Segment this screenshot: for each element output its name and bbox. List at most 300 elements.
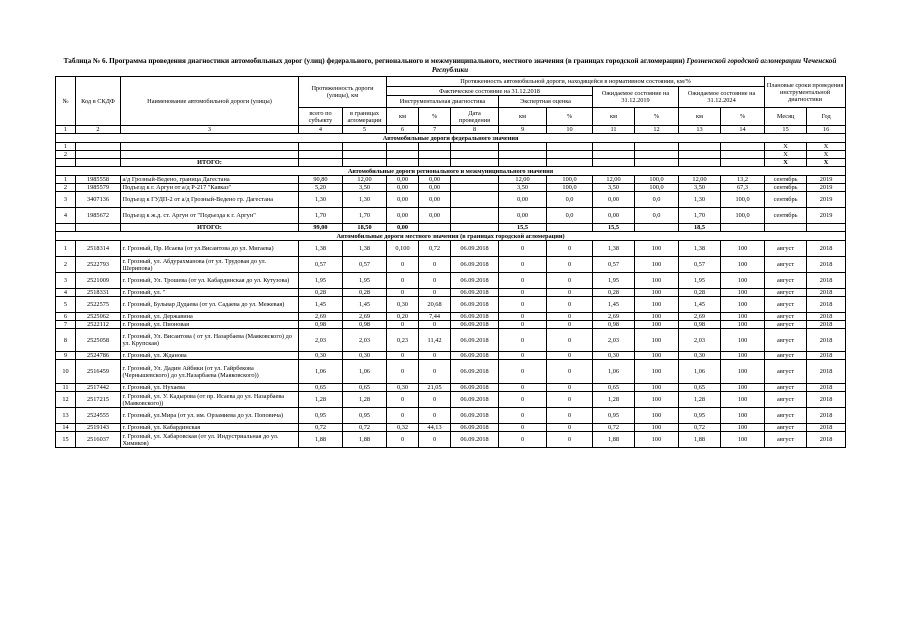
table-cell: 0 (499, 384, 547, 392)
table-cell: 3,50 (679, 184, 721, 192)
table-cell (451, 184, 499, 192)
table-row (56, 329, 846, 352)
table-cell: 4 (56, 208, 76, 224)
table-cell: 10 (56, 360, 76, 384)
table-cell: 4 (56, 289, 76, 297)
section-federal (56, 134, 846, 143)
table-cell: 06.09.2018 (451, 408, 499, 424)
table-cell (387, 143, 419, 151)
header-expert: Экспертная оценка (499, 96, 593, 108)
table-cell: 0 (499, 329, 547, 352)
table-body (56, 134, 846, 448)
table-cell: 0,30 (343, 352, 387, 360)
table-cell: 1,95 (593, 273, 635, 289)
table-cell (56, 159, 76, 167)
table-row (56, 273, 846, 289)
table-cell: 0 (547, 392, 593, 408)
table-cell: 100 (635, 273, 679, 289)
table-cell: 0 (547, 321, 593, 329)
table-row (56, 360, 846, 384)
table-cell: 5 (56, 297, 76, 313)
table-cell: 12,00 (593, 176, 635, 184)
table-cell: 2 (56, 184, 76, 192)
table-cell: 0 (499, 297, 547, 313)
table-cell: 100 (635, 257, 679, 273)
header-normative: Протяженность автомобильной дороги, находящейся в нормативном состоянии, км/% (387, 77, 765, 87)
table-cell (387, 151, 419, 159)
table-cell: 2018 (807, 289, 846, 297)
table-cell: 0,00 (419, 208, 451, 224)
header-fact: Фактическое состояние на 31.12.2018 (387, 87, 593, 96)
table-cell: 100 (721, 241, 765, 257)
table-cell: 20,68 (419, 297, 451, 313)
table-cell: 3 (56, 273, 76, 289)
table-cell: 0 (419, 257, 451, 273)
table-row (56, 432, 846, 448)
table-cell: 100 (721, 297, 765, 313)
section-local (56, 232, 846, 241)
table-cell: 7,44 (419, 313, 451, 321)
table-cell: 2018 (807, 321, 846, 329)
table-cell: август (765, 297, 807, 313)
table-cell: 2018 (807, 297, 846, 313)
table-cell: г. Грозный, ул. Хабаровская (от ул. Индустриальная до ул. Химиков) (121, 432, 299, 448)
table-cell: август (765, 384, 807, 392)
table-cell: 0,28 (343, 289, 387, 297)
table-cell: 100 (635, 432, 679, 448)
table-cell: 1,30 (299, 192, 343, 208)
table-cell: 18,50 (343, 224, 387, 232)
table-cell: 2019 (807, 208, 846, 224)
table-cell: 15,5 (593, 224, 635, 232)
table-cell: август (765, 408, 807, 424)
table-cell: г. Грозный, ул. Жданова (121, 352, 299, 360)
table-cell: 2516459 (76, 360, 121, 384)
table-cell: 0 (419, 392, 451, 408)
table-cell (547, 224, 593, 232)
table-cell: август (765, 360, 807, 384)
header-year: Год (807, 108, 846, 126)
column-number-row (56, 126, 846, 134)
column-number: 1 (56, 126, 76, 134)
table-cell: 0 (387, 392, 419, 408)
table-cell: 0,65 (593, 384, 635, 392)
table-cell: Х (765, 143, 807, 151)
table-cell: 7 (56, 321, 76, 329)
table-cell (76, 224, 121, 232)
table-cell: 2 (56, 257, 76, 273)
table-row (56, 151, 846, 159)
table-cell (451, 159, 499, 167)
table-cell: 100 (635, 321, 679, 329)
table-cell (76, 151, 121, 159)
table-cell: 1,45 (343, 297, 387, 313)
column-number: 7 (419, 126, 451, 134)
table-cell (679, 143, 721, 151)
table-cell: 0 (499, 313, 547, 321)
table-cell: 1,38 (679, 241, 721, 257)
table-cell: 15,5 (499, 224, 547, 232)
header-km: км (499, 108, 547, 126)
table-cell: 2018 (807, 360, 846, 384)
column-number: 14 (721, 126, 765, 134)
table-cell: 0,98 (343, 321, 387, 329)
table-cell: 1,38 (299, 241, 343, 257)
table-cell: август (765, 257, 807, 273)
table-row (56, 241, 846, 257)
table-cell: 06.09.2018 (451, 360, 499, 384)
table-cell (635, 143, 679, 151)
table-cell: 100 (721, 408, 765, 424)
table-cell: 0 (547, 352, 593, 360)
table-cell: 1,88 (593, 432, 635, 448)
table-cell: 2519143 (76, 424, 121, 432)
table-cell: 67,3 (721, 184, 765, 192)
table-cell: 2019 (807, 184, 846, 192)
table-cell (419, 151, 451, 159)
header-total-subject: всего по субъекту (299, 108, 343, 126)
table-cell: 06.09.2018 (451, 289, 499, 297)
table-cell: 100 (721, 329, 765, 352)
table-cell (547, 159, 593, 167)
table-cell (499, 159, 547, 167)
header-km: км (593, 108, 635, 126)
table-cell: 1985579 (76, 184, 121, 192)
table-cell: сентябрь (765, 176, 807, 184)
column-number: 4 (299, 126, 343, 134)
table-cell (679, 151, 721, 159)
table-cell: Подъезд к ГУДП-2 от а/д Грозный-Ведено гр. Дагестана (121, 192, 299, 208)
table-cell: 2018 (807, 408, 846, 424)
column-number: 11 (593, 126, 635, 134)
table-cell: 0,100 (387, 241, 419, 257)
table-cell: 9 (56, 352, 76, 360)
table-cell: г. Грозный, ул. Пионовая (121, 321, 299, 329)
column-number: 9 (499, 126, 547, 134)
table-cell (721, 159, 765, 167)
table-cell: Х (765, 159, 807, 167)
table-cell: 1,38 (343, 241, 387, 257)
table-cell: август (765, 241, 807, 257)
header-expected-2019: Ожидаемое состояние на 31.12.2019 (593, 87, 679, 108)
table-cell (451, 176, 499, 184)
table-cell: 0,57 (343, 257, 387, 273)
table-cell (547, 143, 593, 151)
table-row (56, 408, 846, 424)
table-cell: 18,5 (679, 224, 721, 232)
header-pct: % (419, 108, 451, 126)
section-title: Автомобильные дороги федерального значения (56, 134, 846, 143)
table-cell: 0 (387, 360, 419, 384)
table-cell: 99,00 (299, 224, 343, 232)
column-number: 8 (451, 126, 499, 134)
table-cell (499, 143, 547, 151)
table-cell (635, 159, 679, 167)
table-cell: 100,0 (721, 208, 765, 224)
table-cell: 2517442 (76, 384, 121, 392)
table-cell (593, 143, 635, 151)
table-cell: 0 (499, 289, 547, 297)
table-cell: 100 (721, 384, 765, 392)
table-cell: Х (807, 159, 846, 167)
table-cell: 0,57 (299, 257, 343, 273)
table-cell: 0,28 (679, 289, 721, 297)
table-cell: 100 (635, 424, 679, 432)
table-cell: август (765, 424, 807, 432)
table-cell: 100 (721, 273, 765, 289)
table-cell: 0,00 (387, 184, 419, 192)
table-cell: 2516037 (76, 432, 121, 448)
table-cell: 1,70 (679, 208, 721, 224)
table-cell: 1,45 (593, 297, 635, 313)
table-cell: 2521009 (76, 273, 121, 289)
table-cell: 0,00 (387, 176, 419, 184)
table-cell: 0 (547, 257, 593, 273)
table-cell: 0,57 (593, 257, 635, 273)
table-cell: 3 (56, 192, 76, 208)
diagnostics-table (55, 76, 846, 448)
table-cell: 100 (635, 384, 679, 392)
table-cell: 0,00 (419, 184, 451, 192)
header-length: Протяженность дороги (улицы), км (299, 77, 387, 108)
table-cell: а/д Грозный-Ведено, граница Дагестана (121, 176, 299, 184)
table-cell (56, 224, 76, 232)
table-cell: г. Грозный, Пр. Исаева (от ул.Висаитова до ул. Мигаева) (121, 241, 299, 257)
column-number: 6 (387, 126, 419, 134)
table-row (56, 192, 846, 208)
table-cell (721, 224, 765, 232)
header-km: км (679, 108, 721, 126)
column-number: 10 (547, 126, 593, 134)
table-cell (593, 151, 635, 159)
table-cell: 0 (499, 360, 547, 384)
table-cell: август (765, 321, 807, 329)
table-cell (419, 224, 451, 232)
table-cell: 06.09.2018 (451, 384, 499, 392)
table-cell: 2,03 (679, 329, 721, 352)
table-cell (451, 151, 499, 159)
table-cell: г. Грозный, Бульвар Дудаева (от ул. Садаева до ул. Межевая) (121, 297, 299, 313)
table-cell: 12,00 (679, 176, 721, 184)
table-cell: 06.09.2018 (451, 352, 499, 360)
table-cell: 21,05 (419, 384, 451, 392)
table-cell: 2,69 (343, 313, 387, 321)
table-cell: 0 (547, 297, 593, 313)
table-cell: август (765, 289, 807, 297)
table-cell: 06.09.2018 (451, 432, 499, 448)
table-row (56, 176, 846, 184)
caption-text: Таблица № 6. Программа проведения диагностики автомобильных дорог (улиц) федерального, регионального и межмуниципального, местного значения (в границах городской агломерации) (63, 57, 685, 65)
table-cell: 06.09.2018 (451, 329, 499, 352)
table-cell: 1,06 (679, 360, 721, 384)
table-cell: 2522793 (76, 257, 121, 273)
table-cell: 1,45 (679, 297, 721, 313)
table-cell: 0,57 (679, 257, 721, 273)
table-cell: 1985558 (76, 176, 121, 184)
header-in-agglo: в границах агломерации (343, 108, 387, 126)
table-cell: 100 (635, 329, 679, 352)
table-cell: 2018 (807, 392, 846, 408)
table-cell: 0 (419, 432, 451, 448)
table-cell (765, 224, 807, 232)
table-cell: 0,95 (679, 408, 721, 424)
table-cell: 0,95 (593, 408, 635, 424)
table-cell: 12,00 (499, 176, 547, 184)
table-cell: 12 (56, 392, 76, 408)
table-cell: г. Грозный, Ул. Дадин Айбики (от ул. Гайрбекова (Чернышевского) до ул.Назарбаева (Маяковского)) (121, 360, 299, 384)
header-no: № (56, 77, 76, 126)
table-cell: 0 (547, 313, 593, 321)
table-cell: 0,65 (343, 384, 387, 392)
table-cell: 1,88 (299, 432, 343, 448)
table-cell: 15 (56, 432, 76, 448)
table-cell: 0,72 (343, 424, 387, 432)
table-cell: 2517215 (76, 392, 121, 408)
table-cell: 0,72 (299, 424, 343, 432)
table-cell: 1 (56, 143, 76, 151)
column-number: 5 (343, 126, 387, 134)
table-cell (807, 224, 846, 232)
table-cell: 0,00 (419, 192, 451, 208)
table-cell: 0,00 (499, 192, 547, 208)
table-cell (343, 143, 387, 151)
table-cell: 0 (419, 352, 451, 360)
total-row (56, 159, 846, 167)
table-cell: 100 (635, 408, 679, 424)
table-cell (419, 143, 451, 151)
table-cell: Подъезд к г. Аргун от а/д Р-217 "Кавказ" (121, 184, 299, 192)
table-cell: 0,98 (299, 321, 343, 329)
table-row (56, 313, 846, 321)
table-cell: 0 (387, 289, 419, 297)
table-cell: 0,30 (593, 352, 635, 360)
table-cell: 100 (721, 360, 765, 384)
table-cell: 06.09.2018 (451, 321, 499, 329)
table-cell: г. Грозный, ул. Нухаева (121, 384, 299, 392)
table-cell: 0 (499, 257, 547, 273)
table-cell: 1,30 (343, 192, 387, 208)
table-cell: 06.09.2018 (451, 392, 499, 408)
table-cell: 1,28 (679, 392, 721, 408)
table-cell (547, 151, 593, 159)
table-cell: 0,00 (387, 192, 419, 208)
table-cell: 3,50 (343, 184, 387, 192)
table-cell: 100 (721, 424, 765, 432)
table-cell: Х (807, 151, 846, 159)
table-cell: 1,06 (593, 360, 635, 384)
table-row (56, 424, 846, 432)
table-cell: 0,23 (387, 329, 419, 352)
header-pct: % (547, 108, 593, 126)
table-cell: 2018 (807, 241, 846, 257)
table-cell: 2018 (807, 384, 846, 392)
column-number: 2 (76, 126, 121, 134)
table-caption (55, 57, 845, 76)
table-cell: сентябрь (765, 208, 807, 224)
table-row (56, 297, 846, 313)
table-row (56, 143, 846, 151)
table-cell (451, 224, 499, 232)
table-cell: 0 (387, 257, 419, 273)
table-cell: 0,72 (593, 424, 635, 432)
table-cell: 0 (499, 424, 547, 432)
table-cell: 06.09.2018 (451, 273, 499, 289)
table-cell: 100 (721, 289, 765, 297)
table-cell: 5,20 (299, 184, 343, 192)
table-cell: 2019 (807, 176, 846, 184)
header-km: км (387, 108, 419, 126)
table-cell: Подъезд к ж.д. ст. Аргун от "Подъезда к г. Аргун" (121, 208, 299, 224)
table-cell: 2525058 (76, 329, 121, 352)
table-cell: 0,00 (593, 192, 635, 208)
table-cell: 0 (387, 352, 419, 360)
table-cell: 100 (721, 257, 765, 273)
table-cell: г. Грозный, Ул. Висаитова ( от ул. Назарбаева (Маяковского) до ул. Крупская) (121, 329, 299, 352)
table-cell: 0 (387, 321, 419, 329)
table-cell: 2,03 (343, 329, 387, 352)
table-cell: 3407136 (76, 192, 121, 208)
table-cell: 13 (56, 408, 76, 424)
table-cell: 0,30 (387, 384, 419, 392)
table-cell: 0 (547, 241, 593, 257)
table-cell: 90,80 (299, 176, 343, 184)
header-month: Месяц (765, 108, 807, 126)
table-cell: 0 (419, 408, 451, 424)
table-cell: 0,30 (299, 352, 343, 360)
table-cell (343, 151, 387, 159)
table-cell: 0 (547, 432, 593, 448)
table-cell: 100 (635, 313, 679, 321)
table-cell: 2,69 (299, 313, 343, 321)
header-pct: % (721, 108, 765, 126)
table-cell: 0,98 (679, 321, 721, 329)
table-cell: 2,69 (593, 313, 635, 321)
table-cell (635, 151, 679, 159)
table-cell (299, 159, 343, 167)
section-title: Автомобильные дороги местного значения (в границах городской агломерации) (56, 232, 846, 241)
table-cell: сентябрь (765, 192, 807, 208)
table-cell (76, 159, 121, 167)
section-title: Автомобильные дороги регионального и межмуниципального значения (56, 167, 846, 176)
table-cell: 06.09.2018 (451, 241, 499, 257)
table-cell: 100,0 (547, 184, 593, 192)
table-cell: 100 (635, 352, 679, 360)
table-row (56, 392, 846, 408)
column-number: 12 (635, 126, 679, 134)
table-cell: г. Грозный, ул. " (121, 289, 299, 297)
column-number: 16 (807, 126, 846, 134)
table-cell: 100 (721, 392, 765, 408)
table-cell: 0 (419, 289, 451, 297)
table-cell: 06.09.2018 (451, 257, 499, 273)
table-cell: 100 (635, 241, 679, 257)
table-cell: 1,38 (593, 241, 635, 257)
table-cell: 2518331 (76, 289, 121, 297)
table-cell: 0,20 (387, 313, 419, 321)
table-cell: 44,13 (419, 424, 451, 432)
table-cell: 0,0 (635, 192, 679, 208)
table-cell: август (765, 313, 807, 321)
table-row (56, 184, 846, 192)
table-cell: август (765, 432, 807, 448)
table-cell: 2018 (807, 352, 846, 360)
table-cell: 100,0 (635, 184, 679, 192)
table-cell: 0 (547, 329, 593, 352)
total-label: ИТОГО: (121, 159, 299, 167)
table-cell (121, 143, 299, 151)
total-row (56, 224, 846, 232)
table-cell: 1,95 (679, 273, 721, 289)
